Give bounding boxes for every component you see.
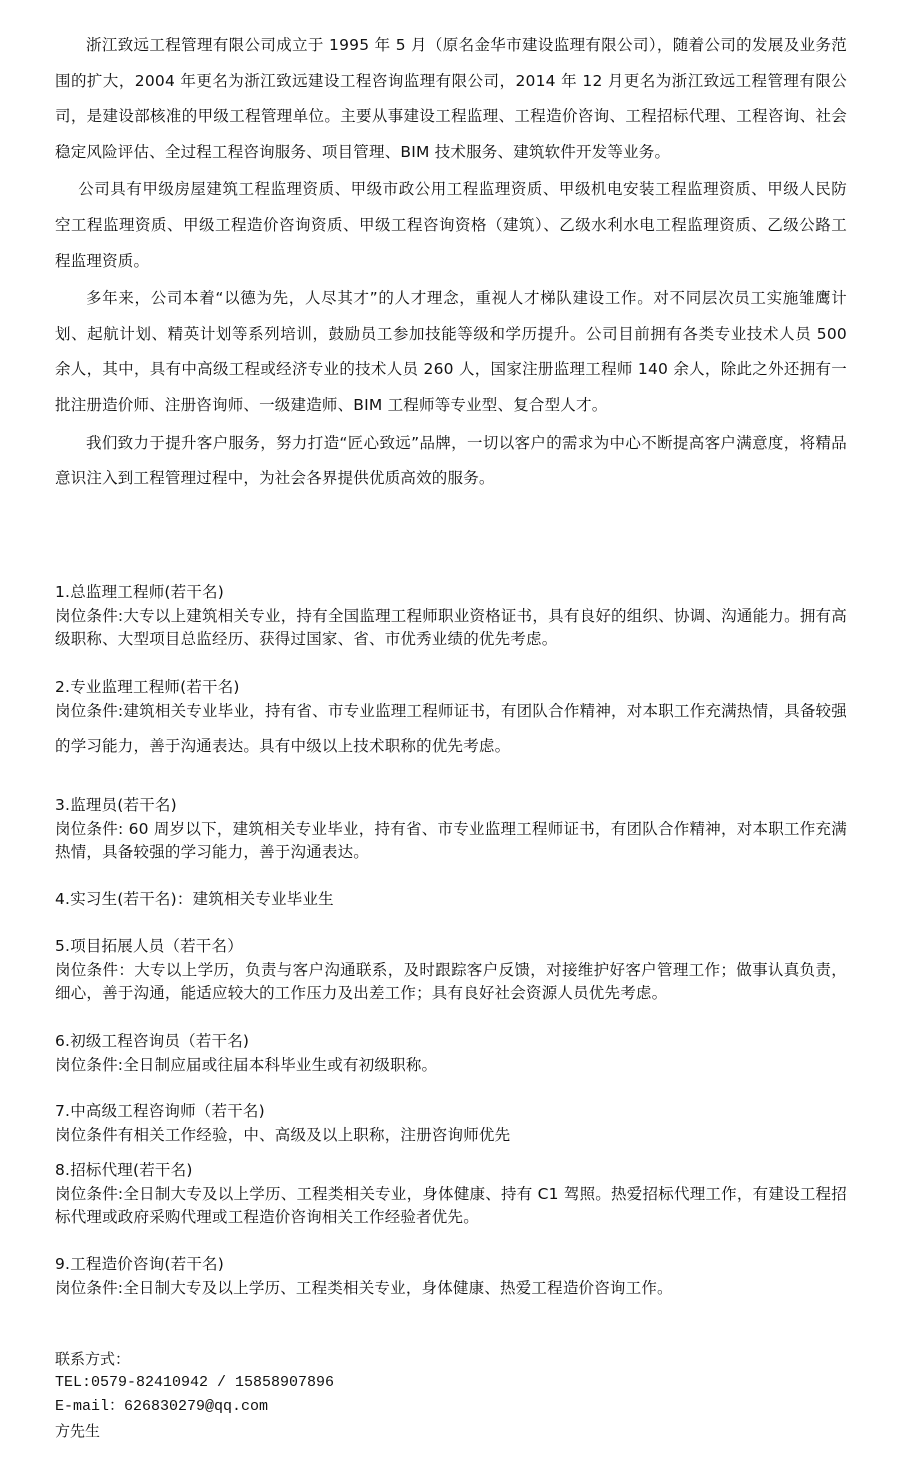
job-title: 7.中高级工程咨询师（若干名): [55, 1102, 265, 1120]
contact-info: [55, 1347, 655, 1443]
job-title: 3.监理员(若干名): [55, 796, 177, 814]
job-requirements: 岗位条件有相关工作经验，中、高级及以上职称，注册咨询师优先: [55, 1125, 511, 1144]
job-posting: [55, 1159, 847, 1230]
job-requirements: 岗位条件:建筑相关专业毕业，持有省、市专业监理工程师证书，有团队合作精神，对本职工作充满热情，具备较强的学习能力，善于沟通表达。具有中级以上技术职称的优先考虑。: [55, 701, 847, 755]
job-requirements: 岗位条件: 60 周岁以下，建筑相关专业毕业，持有省、市专业监理工程师证书，有团队合作精神，对本职工作充满热情，具备较强的学习能力，善于沟通表达。: [55, 819, 847, 861]
job-requirements: 岗位条件:大专以上建筑相关专业，持有全国监理工程师职业资格证书，具有良好的组织、协调、沟通能力。拥有高级职称、大型项目总监经历、获得过国家、省、市优秀业绩的优先考虑。: [55, 606, 847, 648]
job-posting: [55, 794, 847, 865]
job-title: 4.实习生(若干名)：建筑相关专业毕业生: [55, 890, 334, 908]
contact-email: E-mail：626830279@qq.com: [55, 1398, 269, 1415]
job-title: 6.初级工程咨询员（若干名): [55, 1032, 250, 1050]
job-requirements: 岗位条件:全日制应届或往届本科毕业生或有初级职称。: [55, 1055, 438, 1074]
contact-heading: 联系方式：: [55, 1350, 131, 1368]
job-requirements: 岗位条件:全日制大专及以上学历、工程类相关专业，身体健康、持有 C1 驾照。热爱招标代理工作，有建设工程招标代理或政府采购代理或工程造价咨询相关工作经验者优先。: [55, 1184, 847, 1226]
job-requirements: 岗位条件：大专以上学历，负责与客户沟通联系，及时跟踪客户反馈，对接维护好客户管理工作；做事认真负责，细心，善于沟通，能适应较大的工作压力及出差工作；具有良好社会资源人员优先考虑。: [55, 960, 847, 1002]
job-title: 9.工程造价咨询(若干名): [55, 1255, 224, 1273]
contact-phone: TEL:0579-82410942 / 15858907896: [55, 1374, 335, 1391]
job-title: 2.专业监理工程师(若干名): [55, 678, 240, 696]
intro-paragraph: 公司具有甲级房屋建筑工程监理资质、甲级市政公用工程监理资质、甲级机电安装工程监理资质、甲级人民防空工程监理资质、甲级工程造价咨询资质、甲级工程咨询资格（建筑）、乙级水利水电工程监理资质、乙级公路工程监理资质。: [55, 180, 847, 270]
job-posting: [55, 676, 847, 764]
job-requirements: 岗位条件:全日制大专及以上学历、工程类相关专业，身体健康、热爱工程造价咨询工作。: [55, 1278, 673, 1297]
job-posting: [55, 1253, 847, 1300]
contact-person: 方先生: [55, 1422, 101, 1440]
job-title: 8.招标代理(若干名): [55, 1161, 193, 1179]
job-posting: [55, 935, 847, 1006]
intro-paragraph: 浙江致远工程管理有限公司成立于 1995 年 5 月（原名金华市建设监理有限公司），随着公司的发展及业务范围的扩大，2004 年更名为浙江致远建设工程咨询监理有限公司，2014 年 12 月更名为浙江致远工程管理有限公司，是建设部核准的甲级工程管理单位。主要从事建设工程监理、工程造价咨询、工程招标代理、工程咨询、社会稳定风险评估、全过程工程咨询服务、项目管理、BIM 技术服务、建筑软件开发等业务。: [55, 36, 847, 161]
job-title: 1.总监理工程师(若干名): [55, 583, 224, 601]
job-posting: [55, 1030, 847, 1077]
job-posting: [55, 1100, 847, 1147]
company-introduction: [55, 28, 847, 499]
intro-paragraph: 多年来，公司本着“以德为先，人尽其才”的人才理念，重视人才梯队建设工作。对不同层次员工实施雏鹰计划、起航计划、精英计划等系列培训，鼓励员工参加技能等级和学历提升。公司目前拥有各类专业技术人员 500 余人，其中，具有中高级工程或经济专业的技术人员 260 人，国家注册监理工程师 140 余人，除此之外还拥有一批注册造价师、注册咨询师、一级建造师、BIM 工程师等专业型、复合型人才。: [55, 289, 847, 414]
intro-paragraph: 我们致力于提升客户服务，努力打造“匠心致远”品牌，一切以客户的需求为中心不断提高客户满意度，将精品意识注入到工程管理过程中，为社会各界提供优质高效的服务。: [55, 433, 847, 488]
job-posting: [55, 581, 847, 652]
job-title: 5.项目拓展人员（若干名）: [55, 937, 243, 955]
job-posting: [55, 888, 847, 912]
